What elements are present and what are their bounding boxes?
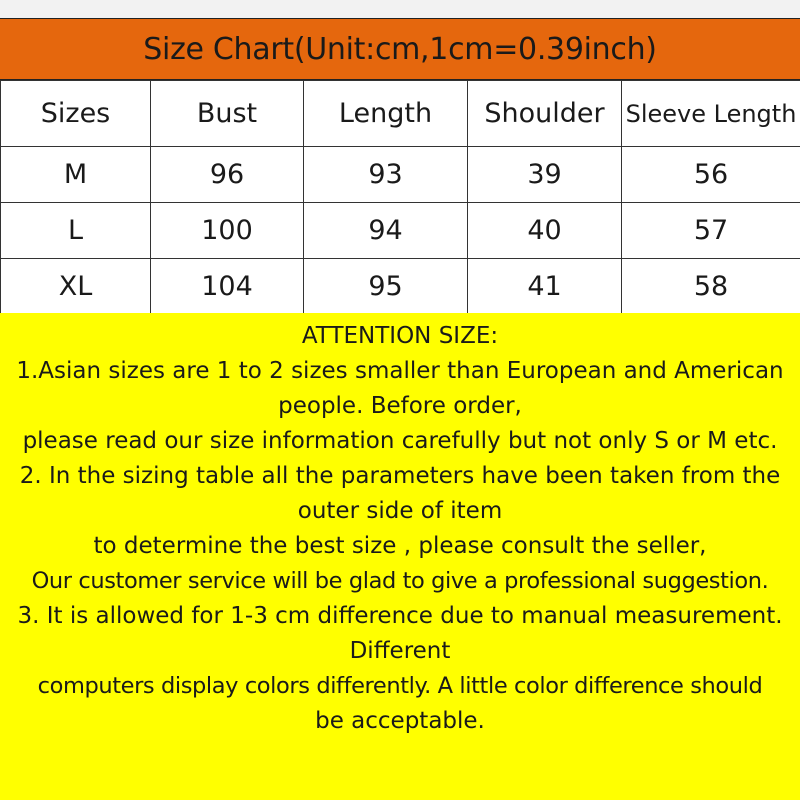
table-row — [1, 259, 800, 315]
notes-heading: ATTENTION SIZE: — [301, 323, 499, 349]
cell-length: 95 — [304, 259, 468, 315]
cell-size: XL — [1, 259, 151, 315]
table-row — [1, 147, 800, 203]
cell-sleeve-length: 56 — [622, 147, 800, 203]
notes-line: outer side of item — [297, 498, 503, 524]
header-bust: Bust — [151, 81, 304, 147]
table-header-row — [1, 81, 800, 147]
notes-line: 2. In the sizing table all the parameters have been taken from the — [19, 463, 781, 489]
cell-shoulder: 40 — [468, 203, 622, 259]
notes-line: Our customer service will be glad to give a professional suggestion. — [31, 568, 769, 594]
attention-notes — [0, 313, 800, 800]
cell-size: M — [1, 147, 151, 203]
notes-line: 1.Asian sizes are 1 to 2 sizes smaller than European and American — [16, 358, 784, 384]
cell-bust: 96 — [151, 147, 304, 203]
notes-line: to determine the best size , please consult the seller, — [93, 533, 707, 559]
notes-line: 3. It is allowed for 1-3 cm difference due to manual measurement. — [17, 603, 783, 629]
cell-sleeve-length: 58 — [622, 259, 800, 315]
cell-length: 94 — [304, 203, 468, 259]
notes-line: people. Before order, — [278, 393, 522, 419]
size-chart-title: Size Chart(Unit:cm,1cm=0.39inch) — [0, 18, 800, 80]
notes-line: Different — [349, 638, 451, 664]
notes-line: computers display colors differently. A little color difference should — [37, 673, 763, 699]
cell-sleeve-length: 57 — [622, 203, 800, 259]
cell-size: L — [1, 203, 151, 259]
cell-shoulder: 39 — [468, 147, 622, 203]
header-sleeve-length: Sleeve Length — [622, 81, 800, 147]
notes-line: please read our size information carefully but not only S or M etc. — [22, 428, 778, 454]
cell-bust: 104 — [151, 259, 304, 315]
header-sizes: Sizes — [1, 81, 151, 147]
header-length: Length — [304, 81, 468, 147]
header-shoulder: Shoulder — [468, 81, 622, 147]
table-row — [1, 203, 800, 259]
cell-bust: 100 — [151, 203, 304, 259]
cell-length: 93 — [304, 147, 468, 203]
cell-shoulder: 41 — [468, 259, 622, 315]
size-table — [0, 80, 800, 315]
notes-line: be acceptable. — [315, 708, 485, 734]
